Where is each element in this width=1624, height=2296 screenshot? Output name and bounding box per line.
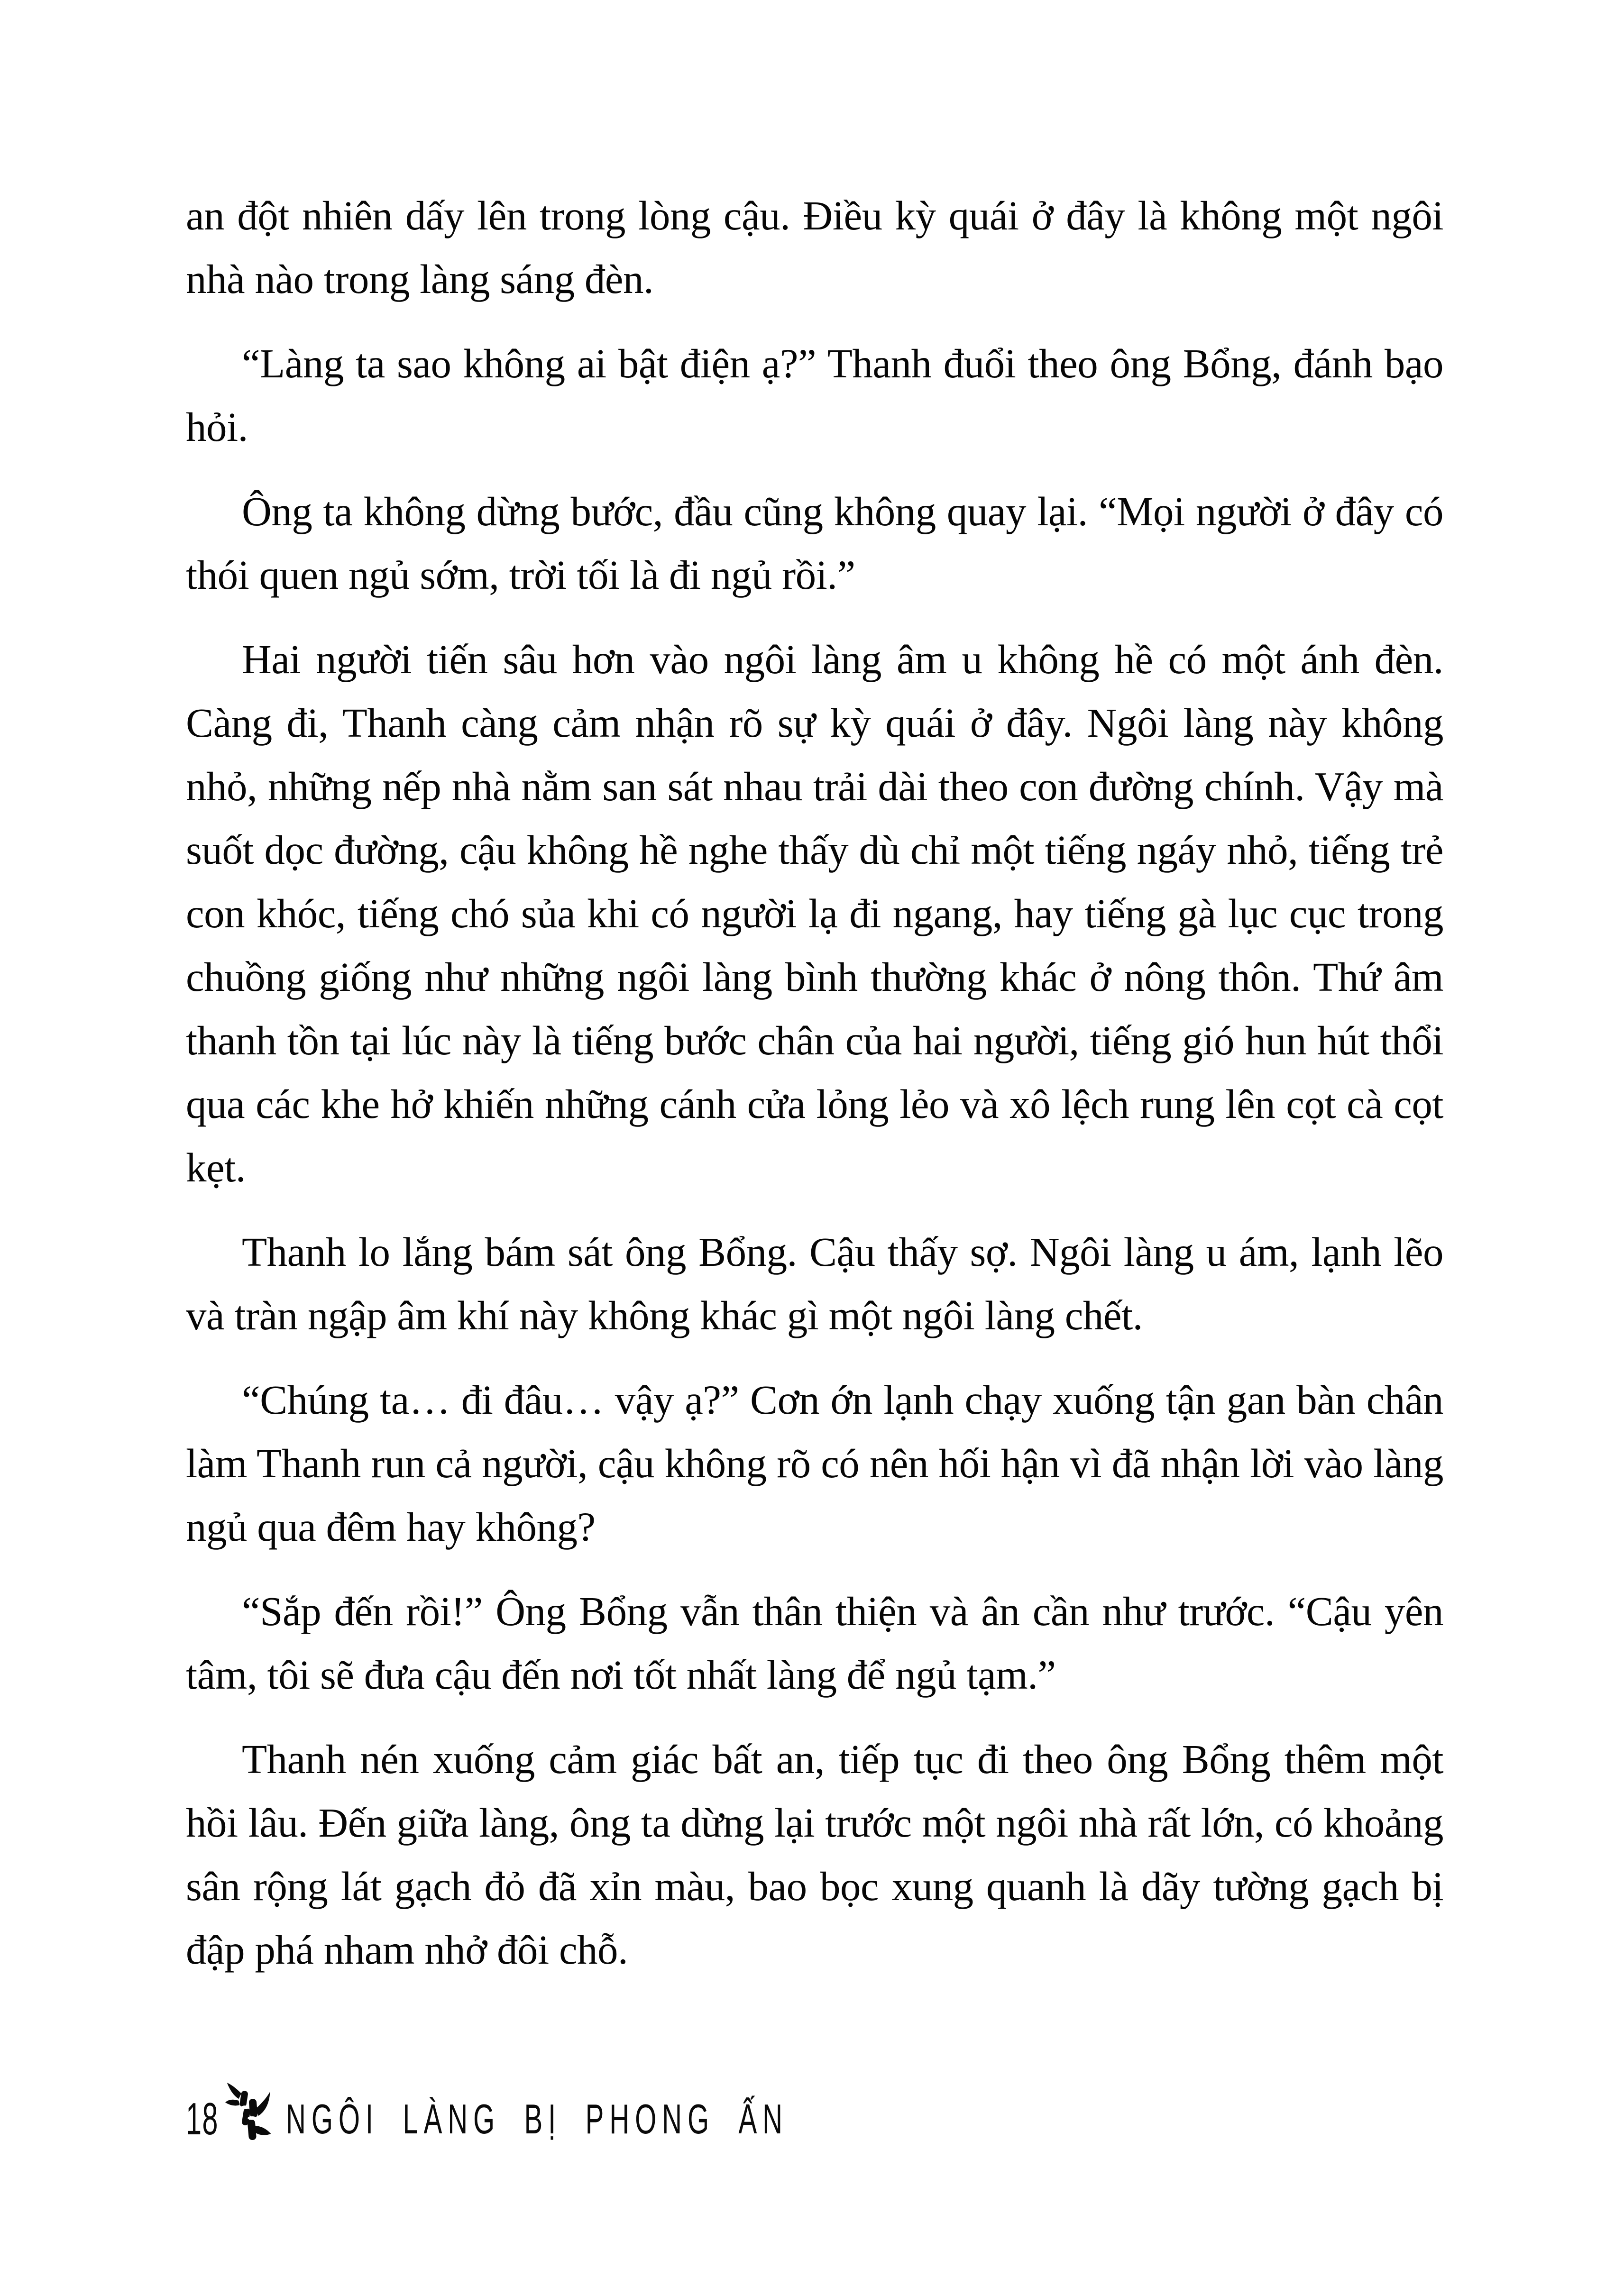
bamboo-icon [225,2081,275,2152]
paragraph: Ông ta không dừng bước, đầu cũng không quay lại. “Mọi người ở đây có thói quen ngủ sớm, trời tối là đi ngủ rồi.” [186,488,1443,598]
paragraph: an đột nhiên dấy lên trong lòng cậu. Điều kỳ quái ở đây là không một ngôi nhà nào trong làng sáng đèn. [186,192,1443,302]
book-title: NGÔI LÀNG BỊ PHONG ẤN [285,2095,788,2142]
paragraph: Thanh lo lắng bám sát ông Bổng. Cậu thấy sợ. Ngôi làng u ám, lạnh lẽo và tràn ngập âm khí này không khác gì một ngôi làng chết. [186,1229,1443,1338]
paragraph: “Chúng ta… đi đâu… vậy ạ?” Cơn ớn lạnh chạy xuống tận gan bàn chân làm Thanh run cả người, cậu không rõ có nên hối hận vì đã nhận lời vào làng ngủ qua đêm hay không? [186,1377,1443,1550]
page-footer [186,2081,1046,2157]
page-number: 18 [186,2094,219,2144]
paragraph: “Sắp đến rồi!” Ông Bổng vẫn thân thiện và ân cần như trước. “Cậu yên tâm, tôi sẽ đưa cậu đến nơi tốt nhất làng để ngủ tạm.” [186,1588,1443,1698]
page-body [186,184,1443,2003]
paragraph: Hai người tiến sâu hơn vào ngôi làng âm u không hề có một ánh đèn. Càng đi, Thanh càng cảm nhận rõ sự kỳ quái ở đây. Ngôi làng này không nhỏ, những nếp nhà nằm san sát nhau trải dài theo con đường chính. Vậy mà suốt dọc đường, cậu không hề nghe thấy dù chỉ một tiếng ngáy nhỏ, tiếng trẻ con khóc, tiếng chó sủa khi có người lạ đi ngang, hay tiếng gà lục cục trong chuồng giống như những ngôi làng bình thường khác ở nông thôn. Thứ âm thanh tồn tại lúc này là tiếng bước chân của hai người, tiếng gió hun hút thổi qua các khe hở khiến những cánh cửa lỏng lẻo và xô lệch rung lên cọt cà cọt kẹt. [186,636,1443,1190]
paragraph: “Làng ta sao không ai bật điện ạ?” Thanh đuổi theo ông Bổng, đánh bạo hỏi. [186,340,1443,450]
paragraph: Thanh nén xuống cảm giác bất an, tiếp tục đi theo ông Bổng thêm một hồi lâu. Đến giữa làng, ông ta dừng lại trước một ngôi nhà rất lớn, có khoảng sân rộng lát gạch đỏ đã xỉn màu, bao bọc xung quanh là dãy tường gạch bị đập phá nham nhở đôi chỗ. [186,1736,1443,1973]
